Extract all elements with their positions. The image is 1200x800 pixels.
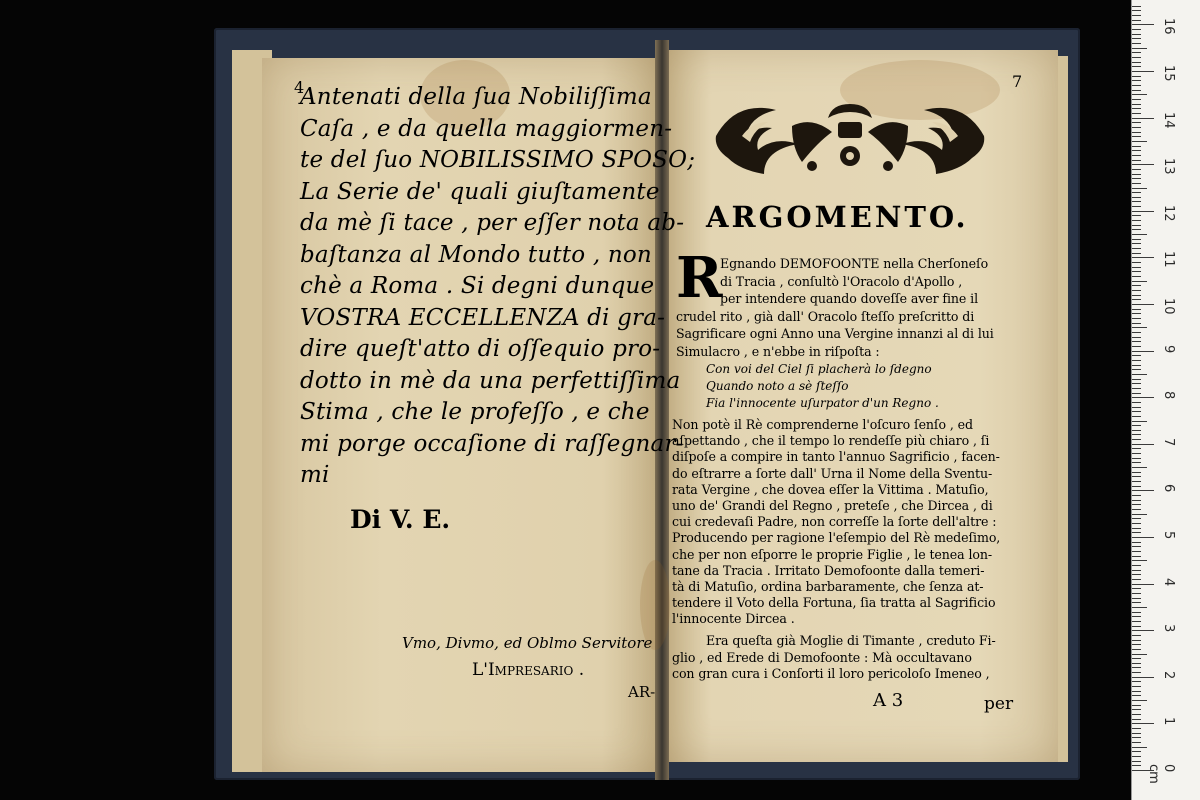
ruler-tick [1132,453,1141,454]
argument-line: diſpoſe a compire in tanto l'annuo Sagrificio , facen- [672,449,1000,465]
ruler-tick [1132,24,1154,25]
ruler-tick [1132,737,1141,738]
ruler-tick [1132,458,1141,459]
ruler-tick [1132,285,1141,286]
argument-line: che per non eſporre le proprie Figlie , le tenea lon- [672,546,993,562]
ruler-tick [1132,201,1141,202]
ruler-tick [1132,192,1141,193]
ruler-tick [1132,514,1147,515]
argument-line: cui credevaſi Padre, non correſſe la ſorte dell'altre : [672,514,997,530]
left-text-line: chè a Roma . Si degni dunque [300,273,655,299]
ruler-tick [1132,220,1141,221]
ruler-tick [1132,108,1141,109]
argument-line: tà di Matuſio, ordina barbaramente, che ſenza at- [672,579,984,594]
ruler-tick [1132,416,1141,417]
left-text-line: da mè ſi tace , per eſſer nota ab- [300,210,685,236]
ruler-tick [1132,709,1141,710]
argument-line: uno de' Grandi del Regno , preteſe , che Dircea , di [672,498,993,513]
section-title: ARGOMENTO. [706,200,969,234]
argument-line: tane da Tracia . Irritato Demofoonte dalla temeri- [672,562,985,578]
ruler-tick [1132,509,1141,510]
ruler-tick [1132,495,1141,496]
ruler-tick [1132,99,1141,100]
servant-line: Vmo, Divmo, ed Oblmo Servitore [402,634,653,652]
argument-line: aſpettando , che il tempo lo rendeſſe più chiaro , ſi [672,433,990,449]
ruler-tick [1132,532,1141,533]
ruler-tick [1132,20,1141,21]
ruler-tick [1132,728,1141,729]
ruler-label: 10 [1161,298,1176,315]
argument-line: Egnando DEMOFOONTE nella Cherſoneſo [720,256,989,271]
ruler-label: 9 [1161,344,1176,353]
left-text-line: baſtanza al Mondo tutto , non [300,241,652,268]
ruler-tick [1132,593,1141,594]
ruler-label: 5 [1161,531,1176,540]
ruler-tick [1132,393,1141,394]
argument-line: do eſtrarre a ſorte dall' Urna il Nome della Sventu- [672,465,993,481]
ruler-tick [1132,565,1141,566]
ruler-label: 0 cm [1146,764,1176,784]
left-catchword: AR- [628,683,656,701]
ruler-tick [1132,486,1141,487]
ruler-tick [1132,630,1154,631]
ruler-tick [1132,290,1141,291]
headpiece-ornament [712,96,988,178]
ruler-tick [1132,560,1147,561]
ruler-tick [1132,10,1141,11]
argument-line: Era queſta già Moglie di Timante , creduto Fi- [706,633,996,648]
ruler-tick [1132,430,1141,431]
ruler-tick [1132,267,1141,268]
ruler-tick [1132,579,1141,580]
ruler-tick [1132,691,1141,692]
ruler-label: 14 [1161,111,1176,129]
argument-line: con gran cura i Conſorti il loro pericoloſo Imeneo , [672,666,990,681]
left-text-line: mi [300,462,330,488]
ruler-tick [1132,155,1141,156]
ruler-tick [1132,705,1141,706]
ruler-tick [1132,570,1141,571]
ruler-tick [1132,257,1154,258]
ruler-label: 1 [1161,717,1176,726]
ruler-tick [1132,714,1141,715]
ruler-tick [1132,518,1141,519]
ruler-tick [1132,626,1141,627]
ruler-tick [1132,481,1141,482]
ruler-tick [1132,379,1141,380]
ruler-tick [1132,411,1141,412]
ruler-tick [1132,90,1141,91]
ruler-tick [1132,462,1141,463]
ruler-tick [1132,57,1141,58]
ruler-tick [1132,262,1141,263]
ruler-tick [1132,304,1154,305]
ruler-tick [1132,360,1141,361]
ruler-tick [1132,621,1141,622]
ruler-tick [1132,122,1141,123]
ruler-tick [1132,556,1141,557]
ruler-tick [1132,309,1141,310]
ruler-label: 13 [1161,158,1176,175]
ruler-tick [1132,323,1141,324]
ruler-tick [1132,234,1147,235]
ruler-tick [1132,756,1141,757]
ruler-tick [1132,667,1141,668]
ruler-tick [1132,588,1141,589]
ruler-tick [1132,598,1141,599]
ruler-tick [1132,6,1141,7]
argument-line: di Tracia , conſultò l'Oracolo d'Apollo , [720,273,963,289]
ruler-tick [1132,528,1141,529]
ruler-tick [1132,747,1147,748]
ruler-tick [1132,295,1141,296]
left-text-line: Stima , che le profeſſo , e che [300,399,650,425]
ruler-tick [1132,243,1141,244]
ruler-tick [1132,677,1154,678]
ruler-tick [1132,229,1141,230]
ruler-tick [1132,365,1141,366]
closing-salutation: Di V. E. [350,505,451,534]
ruler-tick [1132,281,1147,282]
ruler-tick [1132,150,1141,151]
ruler-tick [1132,584,1154,585]
ruler-tick [1132,686,1141,687]
ruler-tick [1132,271,1141,272]
ruler-label: 6 [1161,484,1176,493]
ruler-tick [1132,160,1141,161]
ruler-label: 16 [1161,18,1176,35]
ruler-tick [1132,327,1147,328]
ruler-tick [1132,649,1141,650]
ruler-tick [1132,742,1141,743]
impresario-line: L'Impresario . [472,660,585,680]
ruler-tick [1132,66,1141,67]
ruler-label: 4 [1161,577,1176,586]
ruler-tick [1132,332,1141,333]
ruler-tick [1132,239,1141,240]
right-page-number: 7 [1012,72,1023,91]
ruler-tick [1132,402,1141,403]
left-text-line: La Serie de' quali giuſtamente [300,178,660,205]
ruler-tick [1132,85,1141,86]
ruler-tick [1132,76,1141,77]
drop-cap: R [676,245,723,311]
ruler-tick [1132,700,1147,701]
right-catchword: per [984,694,1014,714]
ruler-tick [1132,537,1154,538]
ruler-tick [1132,397,1154,398]
ruler-tick [1132,476,1141,477]
ruler-tick [1132,15,1141,16]
ruler-tick [1132,215,1141,216]
ruler-tick [1132,43,1141,44]
ruler-tick [1132,546,1141,547]
ruler-tick [1132,695,1141,696]
ruler-label: 12 [1161,204,1176,222]
ruler-tick [1132,253,1141,254]
ruler-tick [1132,504,1141,505]
ruler-tick [1132,383,1141,384]
ruler-tick [1132,672,1141,673]
ruler-tick [1132,444,1154,445]
ruler-tick [1132,141,1147,142]
ruler-tick [1132,434,1141,435]
ruler-tick [1132,681,1141,682]
ruler-tick [1132,225,1141,226]
ruler-tick [1132,388,1141,389]
left-text-line: dotto in mè da una perfettiſſima [300,367,681,394]
ruler-tick [1132,663,1141,664]
ruler-tick [1132,62,1141,63]
verse-line: Fia l'innocente uſurpator d'un Regno . [706,396,939,410]
ruler-tick [1132,346,1141,347]
ruler-tick [1132,658,1141,659]
ruler-tick [1132,48,1147,49]
verse-line: Quando noto a sè ſteſſo [706,379,849,393]
argument-line: Non potè il Rè comprenderne l'oſcuro ſenſo , ed [672,417,973,432]
left-text-line: te del ſuo NOBILISSIMO SPOSO; [300,147,696,173]
ruler-tick [1132,127,1141,128]
left-text-line: Caſa , e da quella maggiormen- [300,115,673,142]
ruler-label: 3 [1161,624,1176,633]
argument-line: glio , ed Erede di Demofoonte : Mà occultavano [672,649,972,665]
ruler-tick [1132,765,1141,766]
ruler-tick [1132,318,1141,319]
verse-line: Con voi del Ciel ſi placherà lo ſdegno [706,362,932,376]
ruler-tick [1132,602,1141,603]
ruler-tick [1132,751,1141,752]
ruler-tick [1132,113,1141,114]
ruler-tick [1132,407,1141,408]
ruler-tick [1132,761,1141,762]
ruler-tick [1132,644,1141,645]
argument-line: Simulacro , e n'ebbe in riſpoſta : [676,343,880,359]
ruler-tick [1132,183,1141,184]
left-page-number: 4 [294,78,305,97]
ruler-tick [1132,80,1141,81]
ruler-tick [1132,164,1154,165]
ruler-tick [1132,299,1141,300]
ruler-tick [1132,425,1141,426]
argument-line: per intendere quando doveſſe aver fine il [720,291,979,306]
ruler-tick [1132,616,1141,617]
ruler-tick [1132,542,1141,543]
ruler-tick [1132,374,1147,375]
ruler-tick [1132,654,1147,655]
ruler-tick [1132,719,1141,720]
ruler-tick [1132,211,1154,212]
ruler-tick [1132,448,1141,449]
ruler-tick [1132,612,1141,613]
ruler-tick [1132,351,1154,352]
left-text-line: Antenati della ſua Nobiliſſima [300,84,652,110]
argument-line: Producendo per ragione l'eſempio del Rè medeſimo, [672,530,1001,546]
ruler-tick [1132,197,1141,198]
left-text-line: mi porge occaſione di raſſegnar- [300,430,684,457]
ruler-tick [1132,472,1141,473]
ruler-tick [1132,313,1141,314]
ruler-tick [1132,174,1141,175]
ruler-tick [1132,29,1141,30]
ruler-tick [1132,467,1147,468]
ruler-tick [1132,723,1154,724]
ruler-tick [1132,34,1141,35]
argument-line: l'innocente Dircea . [672,611,795,627]
argument-line: rata Vergine , che dovea eſſer la Vittima . Matuſio, [672,481,989,497]
ruler-label: 2 [1161,670,1176,680]
ruler-tick [1132,490,1154,491]
ruler-label: 8 [1161,391,1176,400]
ruler-tick [1132,733,1141,734]
ruler-tick [1132,337,1141,338]
ruler-tick [1132,52,1141,53]
ruler-tick [1132,38,1141,39]
ruler-tick [1132,276,1141,277]
ruler-tick [1132,607,1147,608]
ruler-tick [1132,574,1141,575]
ruler-tick [1132,188,1147,189]
ruler-tick [1132,421,1147,422]
ruler-tick [1132,369,1141,370]
ruler-label: 7 [1161,437,1176,447]
argument-line: crudel rito , già dall' Oracolo ſteſſo preſcritto di [676,308,975,324]
ruler-tick [1132,132,1141,133]
ruler-tick [1132,248,1141,249]
ruler-tick [1132,355,1141,356]
ruler-tick [1132,500,1141,501]
ruler-label: 15 [1161,65,1176,82]
ruler-tick [1132,439,1141,440]
left-text-line: VOSTRA ECCELLENZA di gra- [300,304,666,331]
argument-line: tendere il Voto della Fortuna, ſia tratta al Sagrificio [672,595,996,611]
ruler-tick [1132,136,1141,137]
ruler-tick [1132,206,1141,207]
ruler-tick [1132,341,1141,342]
ruler-tick [1132,71,1154,72]
ruler-tick [1132,523,1141,524]
ruler-tick [1132,94,1147,95]
ruler-tick [1132,118,1154,119]
left-text-line: dire queſt'atto di oſſequio pro- [300,336,661,362]
signature-mark: A 3 [873,690,904,711]
ruler-tick [1132,640,1141,641]
ruler-label: 11 [1161,251,1176,268]
ruler-tick [1132,551,1141,552]
argument-line: Sagrificare ogni Anno una Vergine innanzi al di lui [676,326,994,341]
ruler-tick [1132,104,1141,105]
ruler-tick [1132,178,1141,179]
ruler-tick [1132,635,1141,636]
ruler-tick [1132,146,1141,147]
ruler-tick [1132,169,1141,170]
